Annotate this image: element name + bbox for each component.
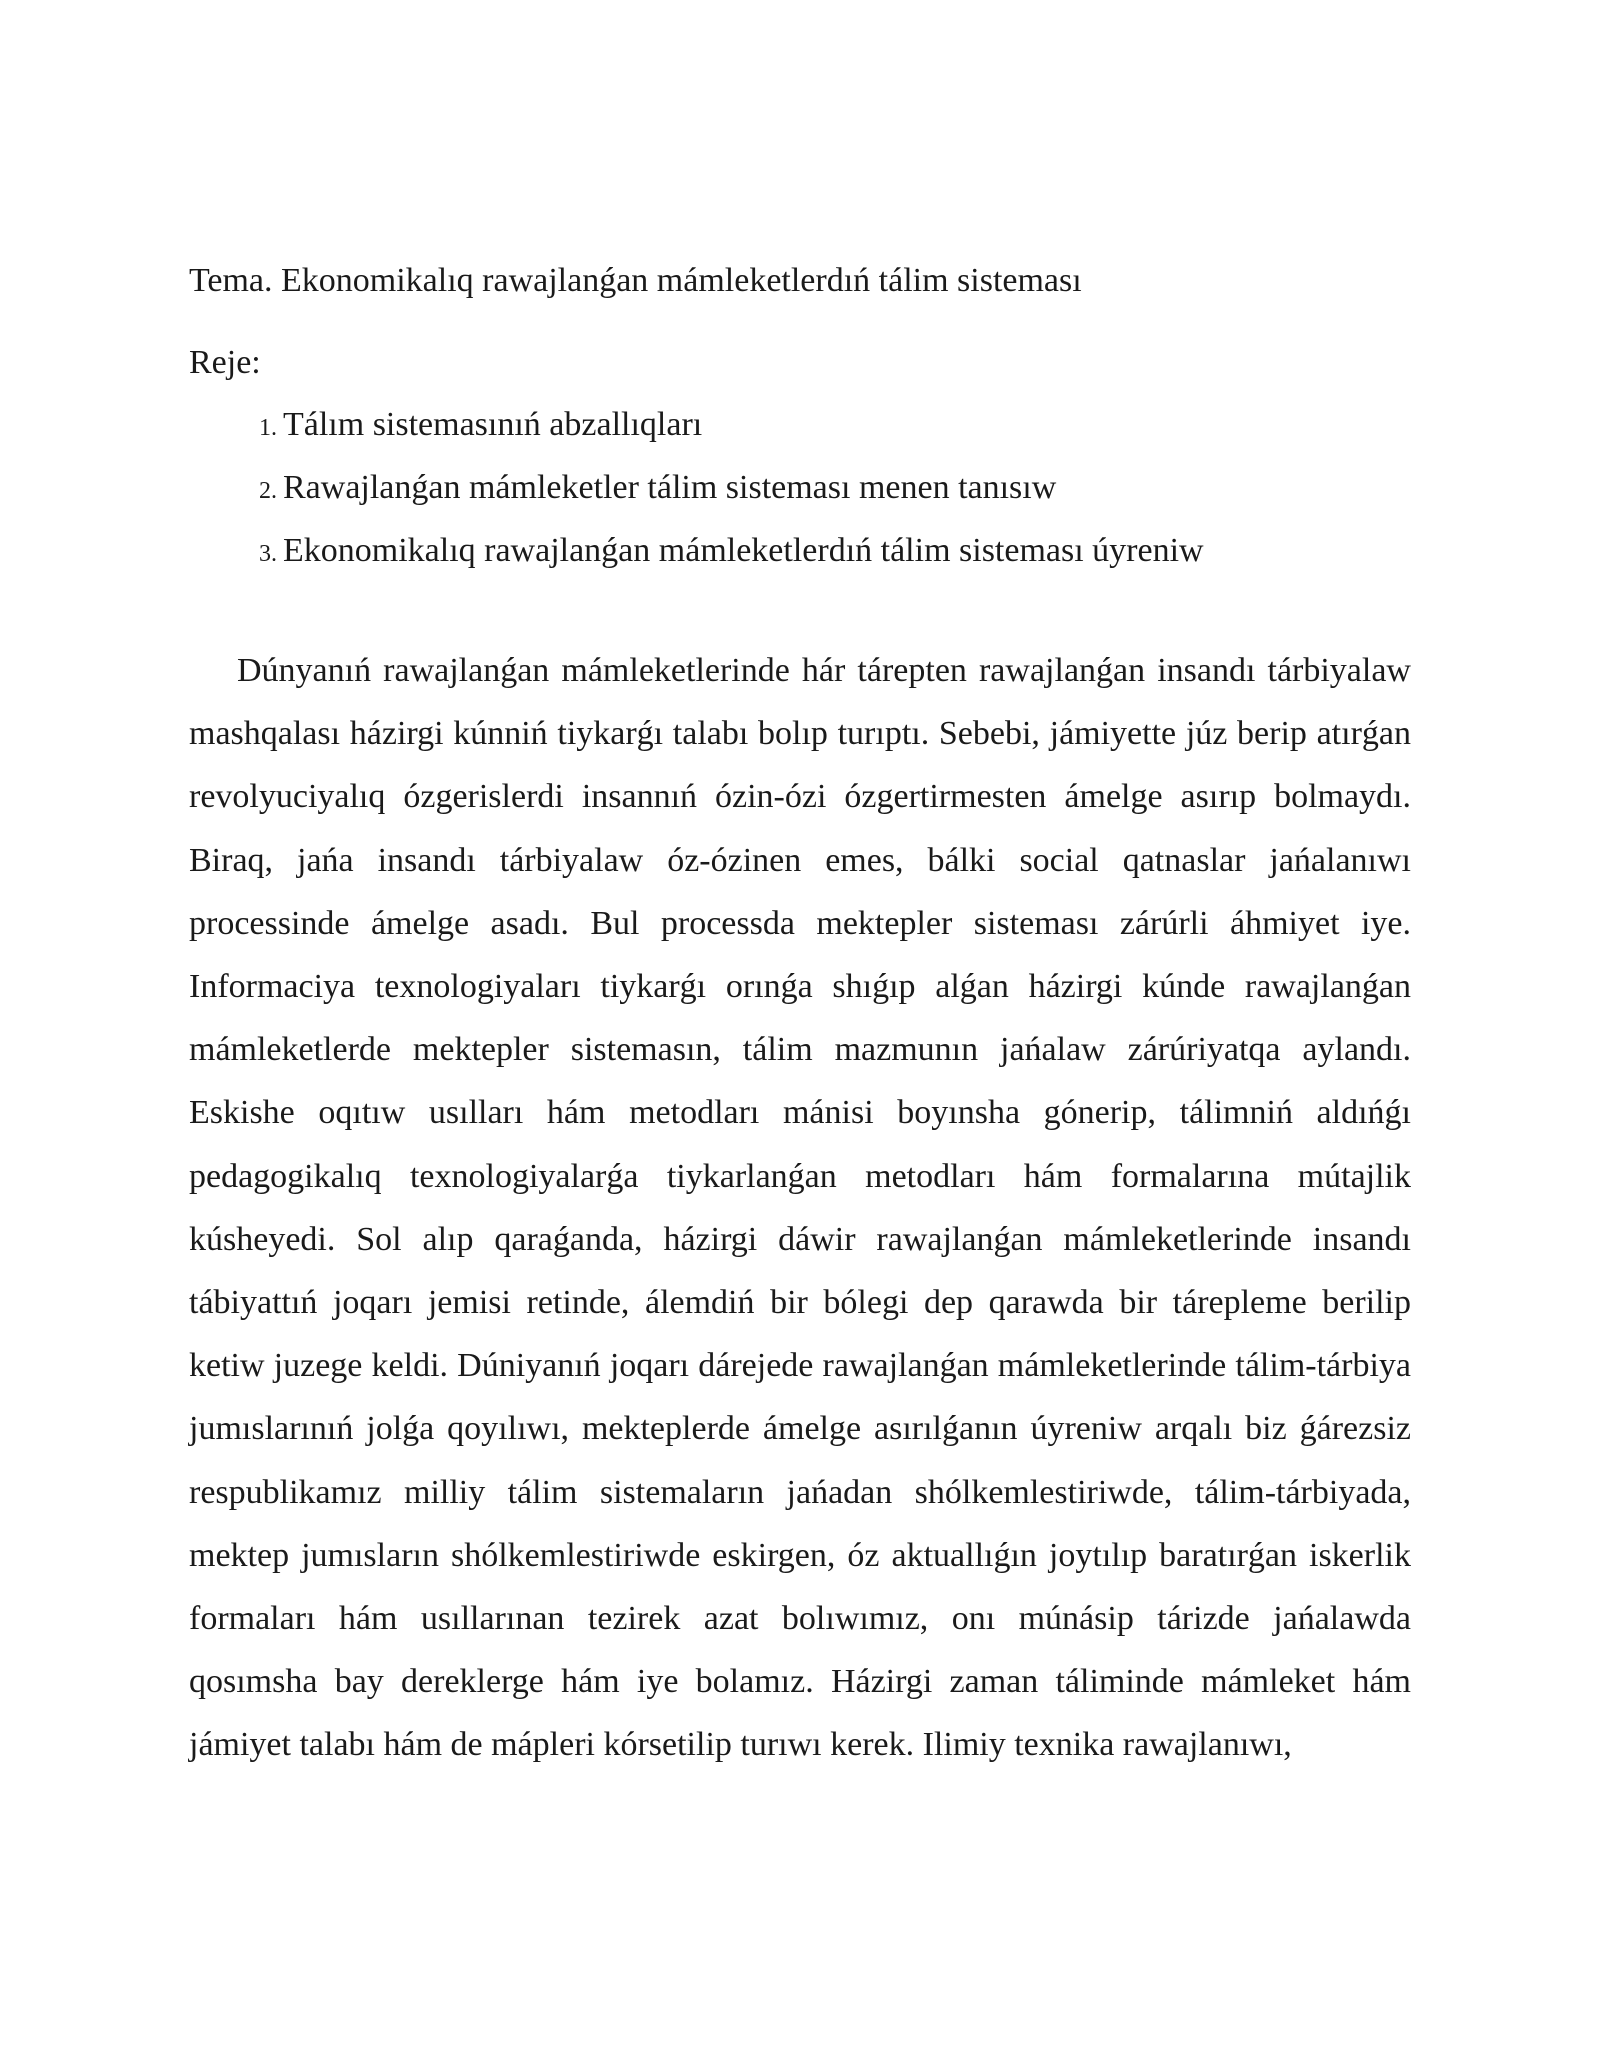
plan-item	[189, 528, 1411, 591]
body-paragraph: Dúnyanıń rawajlanǵan mámleketlerinde hár tárepten rawajlanǵan insandı tárbiyalaw mashqalası házirgi kúnniń tiykarǵı talabı bolıp turıptı. Sebebi, jámiyette júz berip atırǵan revolyuciyalıq ózgerislerdi insannıń ózin-ózi ózgertirmesten ámelge asırıp bolmaydı. Biraq, jańa insandı tárbiyalaw óz-ózinen emes, bálki social qatnaslar jańalanıwı processinde ámelge asadı. Bul processda mektepler sisteması zárúrli áhmiyet iye. Informaciya texnologiyaları tiykarǵı orınǵa shıǵıp alǵan házirgi kúnde rawajlanǵan mámleketlerde mektepler sistemasın, tálim mazmunın jańalaw zárúriyatqa aylandı. Eskishe oqıtıw usılları hám metodları mánisi boyınsha gónerip, tálimniń aldıńǵı pedagogikalıq texnologiyalarǵa tiykarlanǵan metodları hám formalarına mútajlik kúsheyedi. Sol alıp qaraǵanda, házirgi dáwir rawajlanǵan mámleketlerinde insandı tábiyattıń joqarı jemisi retinde, álemdiń bir bólegi dep qarawda bir tárepleme berilip ketiw juzege keldi. Dúniyanıń joqarı dárejede rawajlanǵan mámleketlerinde tálim-tárbiya jumıslarınıń jolǵa qoyılıwı, mekteplerde ámelge asırılǵanın úyreniw arqalı biz ǵárezsiz respublikamız milliy tálim sistemaların jańadan shólkemlestiriwde, tálim-tárbiyada, mektep jumısların shólkemlestiriwde eskirgen, óz aktuallıǵın joytılıp baratırǵan iskerlik formaları hám usıllarınan tezirek azat bolıwımız, onı múnásip tárizde jańalawda qosımsha bay dereklerge hám iye bolamız. Házirgi zaman táliminde mámleket hám jámiyet talabı hám de mápleri kórsetilip turıwı kerek. Ilimiy texnika rawajlanıwı,	[189, 652, 1411, 1764]
plan-item	[189, 465, 1411, 528]
plan-item	[189, 402, 1411, 465]
plan-item-number: 1.	[259, 415, 277, 441]
document-title: Tema. Ekonomikalıq rawajlanǵan mámleketlerdıń tálim sisteması	[189, 262, 1082, 299]
plan-item-text: Rawajlanǵan mámleketler tálim sisteması menen tanısıw	[283, 469, 1057, 506]
plan-list	[189, 402, 1411, 591]
document-body	[189, 258, 1411, 1777]
plan-item-text: Tálım sistemasınıń abzallıqları	[283, 406, 703, 443]
plan-item-number: 2.	[259, 478, 277, 504]
plan-item-text: Ekonomikalıq rawajlanǵan mámleketlerdıń tálim sisteması úyreniw	[283, 532, 1204, 569]
plan-label: Reje:	[189, 344, 261, 381]
plan-item-number: 3.	[259, 541, 277, 567]
